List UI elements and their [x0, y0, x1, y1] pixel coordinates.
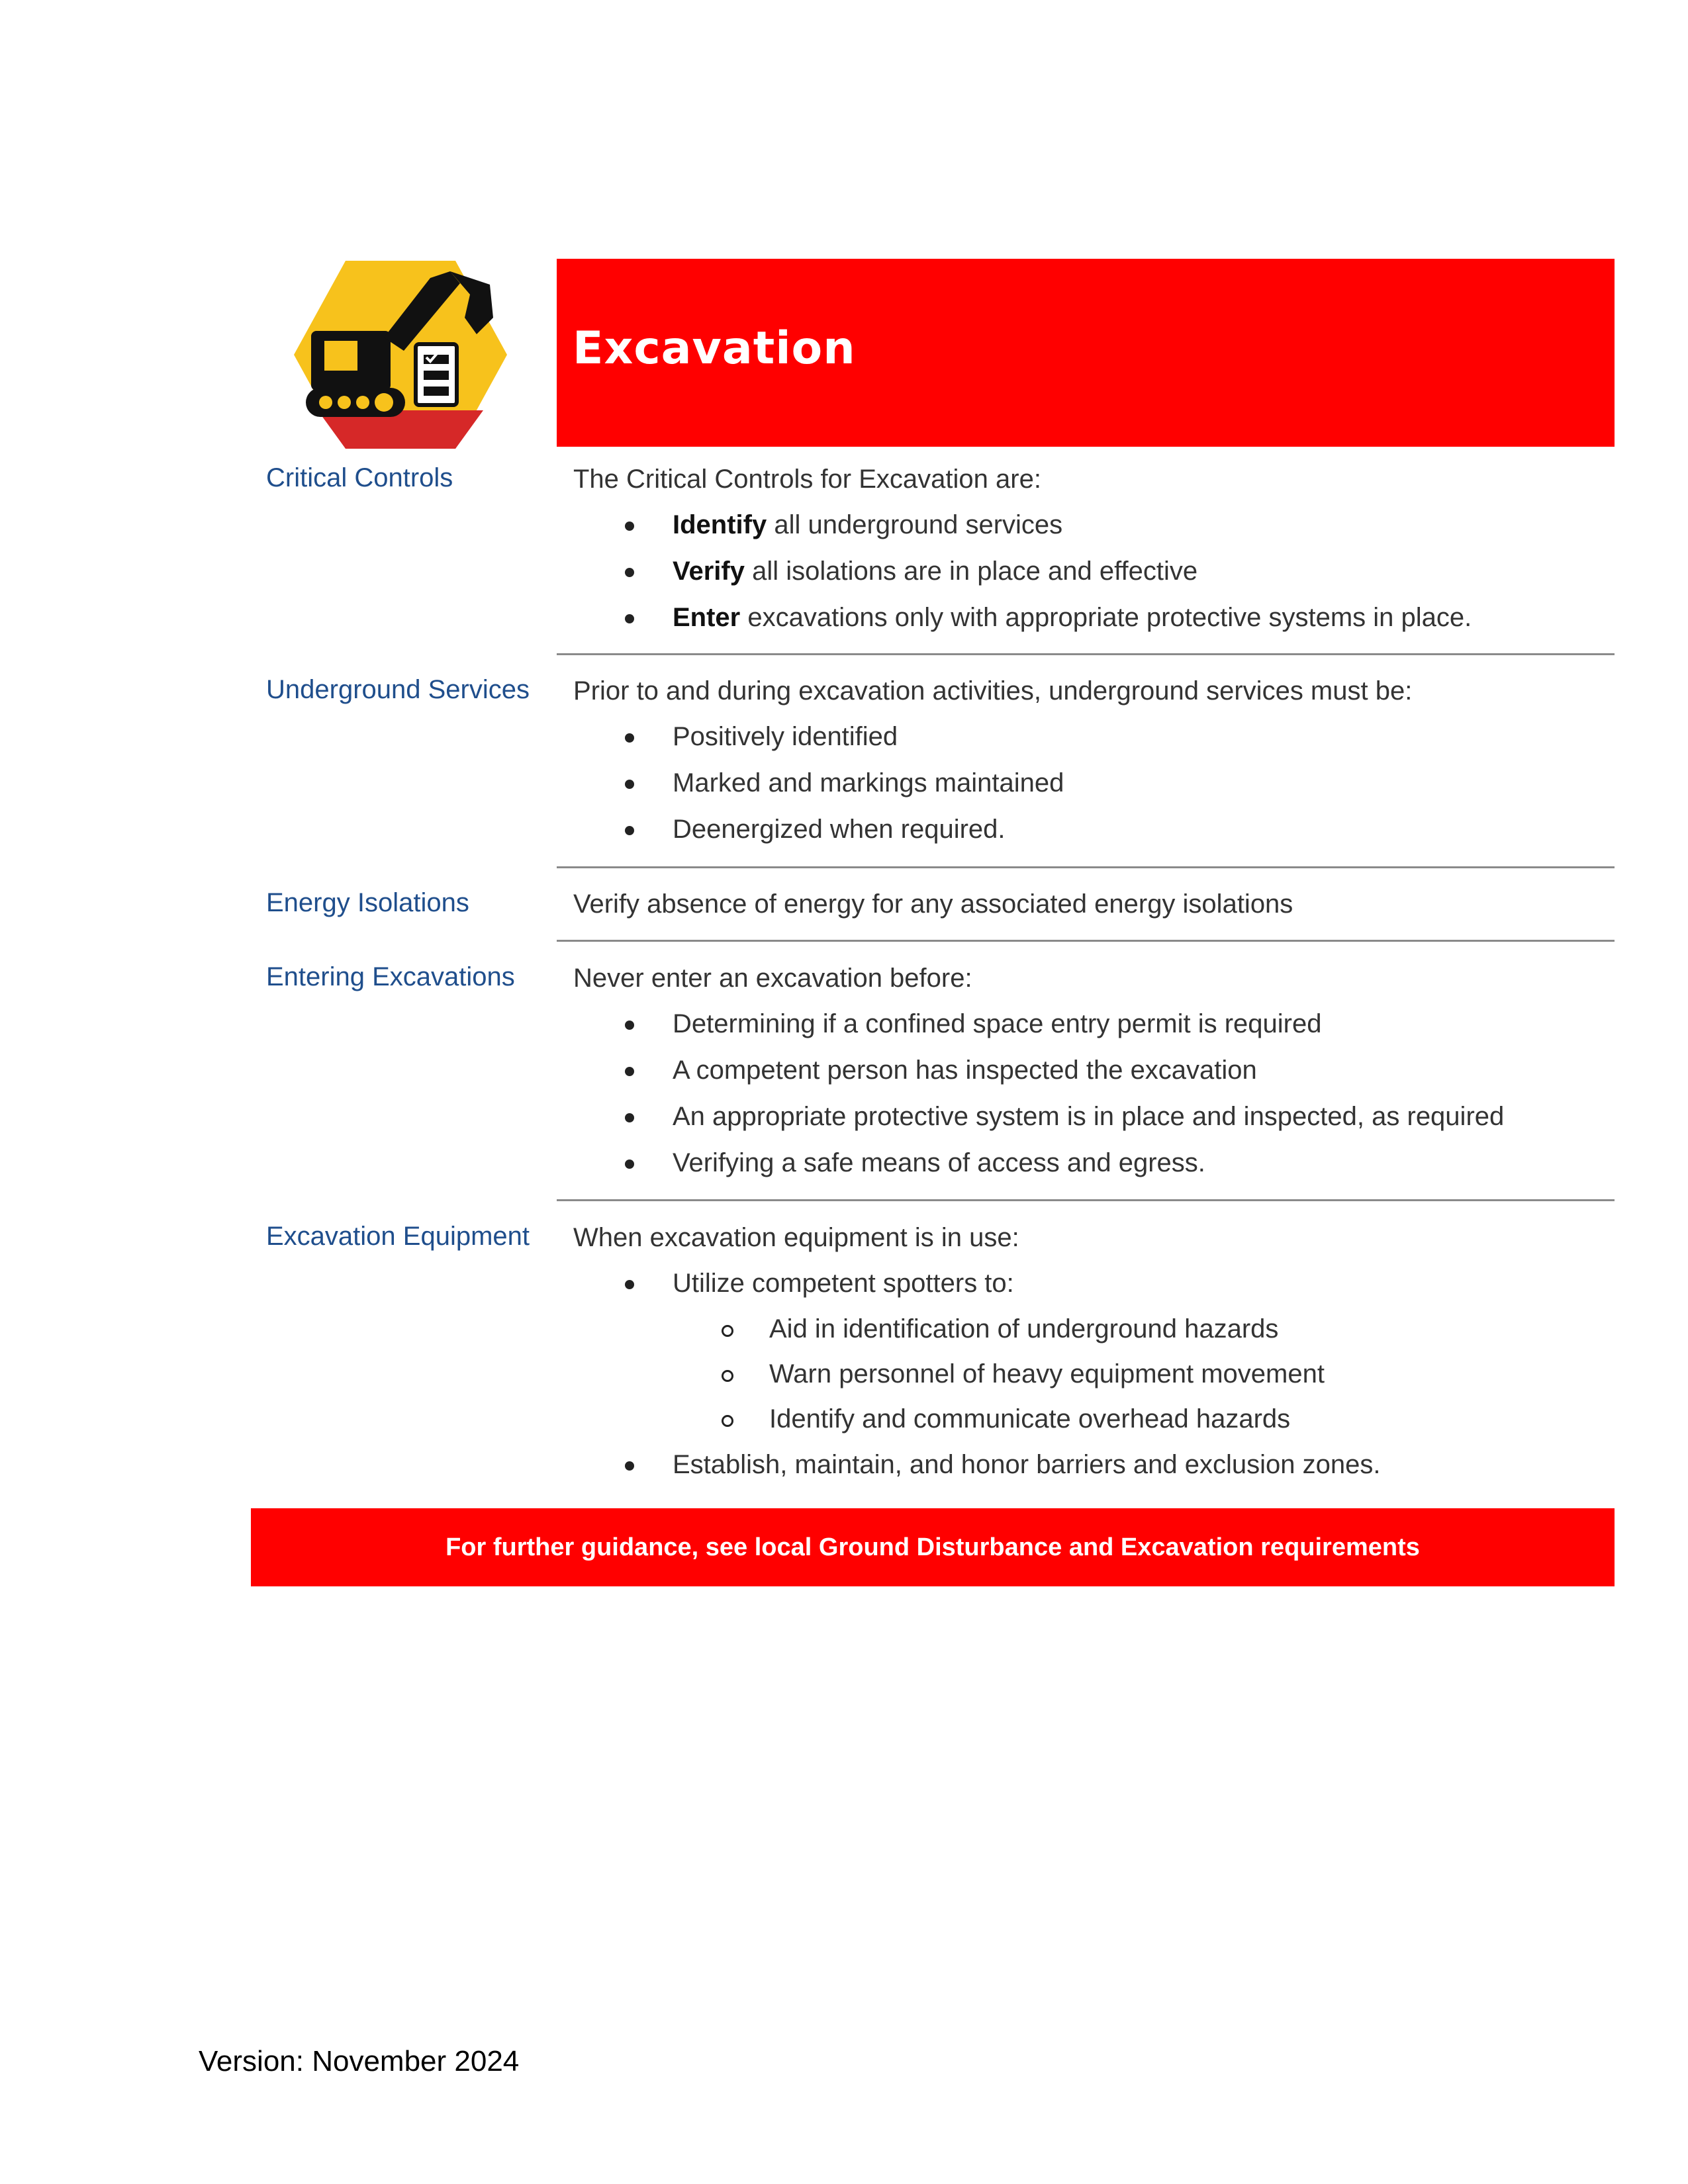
- section-intro: Never enter an excavation before:: [573, 964, 972, 993]
- section-intro: The Critical Controls for Excavation are:: [573, 465, 1041, 494]
- title-bar: [557, 259, 1615, 447]
- version-label: Version: November 2024: [199, 2045, 520, 2077]
- list-item: An appropriate protective system is in place and inspected, as required: [573, 1093, 1606, 1140]
- guidance-banner: [251, 1508, 1615, 1586]
- section-label: Entering Excavations: [266, 962, 515, 991]
- page-title: Excavation: [573, 322, 856, 375]
- section-intro: Verify absence of energy for any associated energy isolations: [573, 889, 1293, 919]
- divider: [557, 866, 1615, 868]
- list-item: Utilize competent spotters to:: [573, 1260, 1606, 1306]
- section-content: [573, 888, 1606, 920]
- list-item: Enter excavations only with appropriate protective systems in place.: [573, 594, 1606, 641]
- bullet-list: [573, 1441, 1606, 1488]
- sub-list-item: Identify and communicate overhead hazards: [573, 1396, 1606, 1441]
- divider: [557, 940, 1615, 942]
- list-item: Verifying a safe means of access and egress.: [573, 1140, 1606, 1186]
- divider: [557, 1199, 1615, 1201]
- list-item: Verify all isolations are in place and effective: [573, 548, 1606, 594]
- list-item: A competent person has inspected the excavation: [573, 1047, 1606, 1093]
- bullet-list: [573, 502, 1606, 641]
- list-item: Marked and markings maintained: [573, 760, 1606, 806]
- bullet-list: [573, 713, 1606, 852]
- section-label: Underground Services: [266, 675, 530, 704]
- section-content: [573, 463, 1606, 641]
- list-item: Determining if a confined space entry permit is required: [573, 1001, 1606, 1047]
- section-content: [573, 675, 1606, 852]
- divider: [557, 653, 1615, 655]
- bullet-list: [573, 1260, 1606, 1306]
- list-item: Positively identified: [573, 713, 1606, 760]
- section-label: Critical Controls: [266, 463, 453, 492]
- excavator-checklist-hexagon-icon: [291, 258, 510, 451]
- section-label: Energy Isolations: [266, 888, 469, 917]
- section-label: Excavation Equipment: [266, 1222, 530, 1251]
- sub-bullet-list: [573, 1306, 1606, 1441]
- list-item: Establish, maintain, and honor barriers and exclusion zones.: [573, 1441, 1606, 1488]
- sub-list-item: Warn personnel of heavy equipment movement: [573, 1351, 1606, 1396]
- section-content: [573, 962, 1606, 1186]
- list-item: Identify all underground services: [573, 502, 1606, 548]
- section-intro: Prior to and during excavation activities, underground services must be:: [573, 676, 1413, 705]
- list-item: Deenergized when required.: [573, 806, 1606, 852]
- section-content: [573, 1222, 1606, 1488]
- section-intro: When excavation equipment is in use:: [573, 1223, 1019, 1252]
- bullet-list: [573, 1001, 1606, 1186]
- sub-list-item: Aid in identification of underground hazards: [573, 1306, 1606, 1351]
- guidance-text: For further guidance, see local Ground Disturbance and Excavation requirements: [445, 1533, 1420, 1561]
